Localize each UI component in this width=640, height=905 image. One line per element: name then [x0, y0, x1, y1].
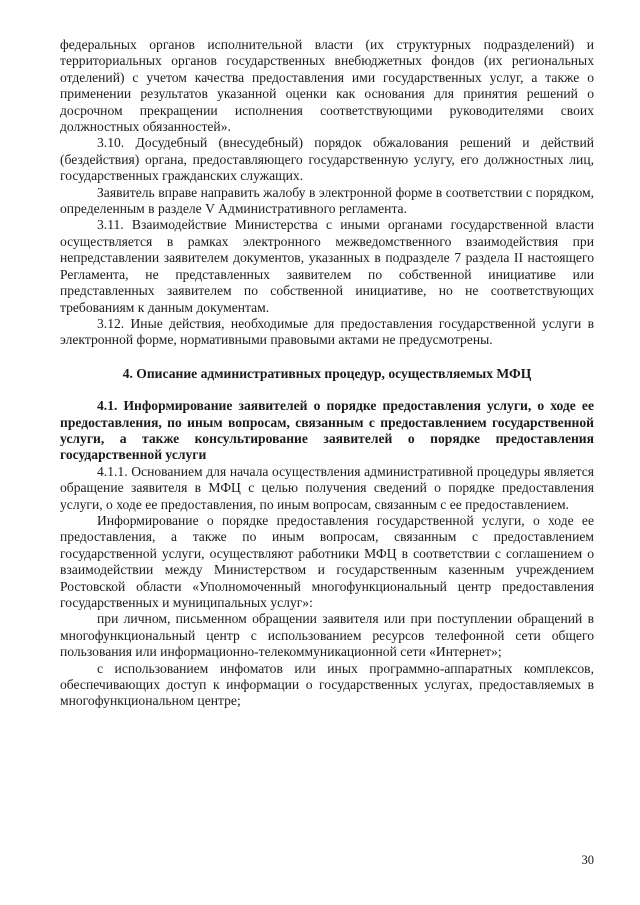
paragraph-4-1-1: 4.1.1. Основанием для начала осуществления административной процедуры является обращение заявителя в МФЦ с целью получения сведений о порядке предоставления услуги, о ходе ее предоставления, по иным вопросам, связанным с ее предоставлением.: [60, 463, 594, 512]
paragraph-continuation: федеральных органов исполнительной власти (их структурных подразделений) и территориальных органов государственных внебюджетных фондов (их региональных отделений) с учетом качества предоставления ими государственных услуг, а также о применении результатов указанной оценки как основания для принятия решений о досрочном прекращении исполнения соответствующими руководителями своих должностных обязанностей».: [60, 37, 594, 135]
paragraph-3-12: 3.12. Иные действия, необходимые для предоставления государственной услуги в электронной форме, нормативными правовыми актами не предусмотрены.: [60, 315, 594, 348]
paragraph-complaint: Заявитель вправе направить жалобу в электронной форме в соответствии с порядком, определенным в разделе V Административного регламента.: [60, 184, 594, 217]
paragraph-informing: Информирование о порядке предоставления государственной услуги, о ходе ее предоставления, а также по иным вопросам, связанным с предоставлением государственной услуги, осуществляют работники МФЦ в соответствии с соглашением о взаимодействии между Министерством и государственным казенным учреждением Ростовской области «Уполномоченный многофункциональный центр предоставления государственных и муниципальных услуг»:: [60, 512, 594, 610]
page-number: 30: [581, 853, 594, 867]
paragraph-3-10: 3.10. Досудебный (внесудебный) порядок обжалования решений и действий (бездействия) органа, предоставляющего государственную услугу, его должностных лиц, государственных гражданских служащих.: [60, 135, 594, 184]
paragraph-personal-request: при личном, письменном обращении заявителя или при поступлении обращений в многофункциональный центр с использованием ресурсов телефонной сети общего пользования или информационно-телекоммуникационной сети «Интернет»;: [60, 611, 594, 660]
subsection-heading: 4.1. Информирование заявителей о порядке предоставления услуги, о ходе ее предоставления, по иным вопросам, связанным с предоставлением государственной услуги, а также консультирование заявителей о порядке предоставления государственной услуги: [60, 398, 594, 463]
paragraph-3-11: 3.11. Взаимодействие Министерства с иными органами государственной власти осуществляется в рамках электронного межведомственного взаимодействия при непредставлении заявителем документов, указанных в подразделе 7 раздела II настоящего Регламента, не представленных заявителем по собственной инициативе или представленных заявителем по собственной инициативе, но не соответствующих требованиям к данным документам.: [60, 217, 594, 315]
paragraph-infomats: с использованием инфоматов или иных программно-аппаратных комплексов, обеспечивающих доступ к информации о государственных услугах, предоставляемых в многофункциональном центре;: [60, 660, 594, 709]
document-page: [60, 37, 594, 710]
section-heading: 4. Описание административных процедур, осуществляемых МФЦ: [122, 365, 532, 381]
